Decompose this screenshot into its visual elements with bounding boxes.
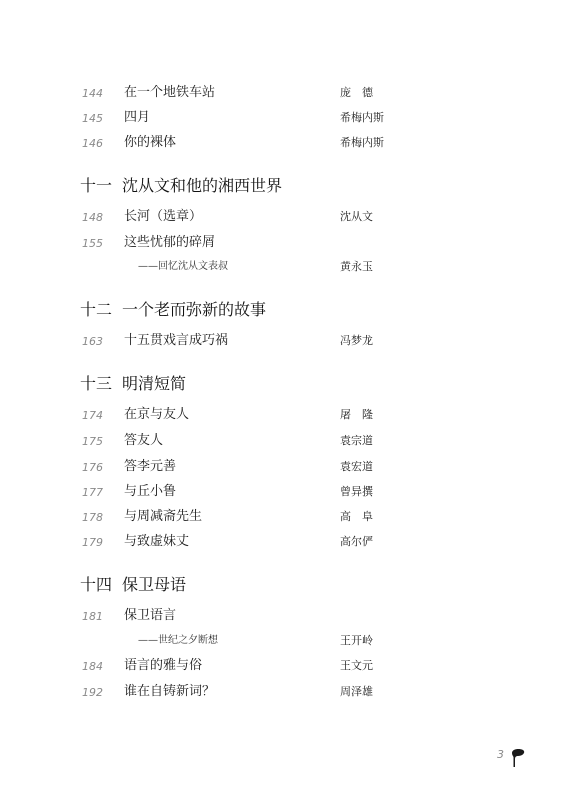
entry-title: 你的裸体: [124, 135, 177, 150]
toc-entry: [0, 482, 578, 506]
page-ref: 148: [82, 211, 103, 224]
entry-author: 沈从文: [340, 210, 373, 223]
section-heading: [0, 298, 578, 324]
toc-entry: [0, 108, 578, 132]
entry-title: 这些忧郁的碎屑: [124, 235, 216, 250]
section-number: 十二: [80, 300, 113, 319]
entry-title: 十五贯戏言成巧祸: [124, 333, 229, 348]
entry-title: 语言的雅与俗: [124, 658, 203, 673]
entry-title: 答友人: [124, 433, 164, 448]
entry-author: 高 阜: [340, 510, 373, 523]
section-title: 保卫母语: [122, 575, 187, 594]
toc-entry: [0, 682, 578, 706]
toc-entry: [0, 606, 578, 630]
page-ref: 155: [82, 237, 103, 250]
entry-author: 周泽雄: [340, 685, 373, 698]
section-heading: [0, 372, 578, 398]
brush-mark-icon: [510, 747, 526, 769]
toc-entry: [0, 405, 578, 429]
entry-title: 在京与友人: [124, 407, 190, 422]
entry-title: 与周减斋先生: [124, 509, 203, 524]
entry-author: 袁宏道: [340, 460, 373, 473]
page-ref: 176: [82, 461, 103, 474]
page-ref: 178: [82, 511, 103, 524]
toc-entry: [0, 431, 578, 455]
section-title: 一个老而弥新的故事: [122, 300, 267, 319]
section-title: 沈从文和他的湘西世界: [122, 176, 283, 195]
page-ref: 177: [82, 486, 103, 499]
page-ref: 192: [82, 686, 103, 699]
entry-subtitle: ——回忆沈从文表叔: [138, 261, 228, 272]
toc-entry: [0, 656, 578, 680]
entry-author: 黄永玉: [340, 260, 373, 273]
page-ref: 146: [82, 137, 103, 150]
page-ref: 175: [82, 435, 103, 448]
toc-entry: [0, 233, 578, 257]
toc-subentry: [0, 257, 578, 281]
entry-author: 曾异撰: [340, 485, 373, 498]
entry-author: 屠 隆: [340, 408, 373, 421]
section-heading: [0, 174, 578, 200]
page-ref: 163: [82, 335, 103, 348]
toc-entry: [0, 457, 578, 481]
page-ref: 184: [82, 660, 103, 673]
section-number: 十三: [80, 374, 113, 393]
entry-title: 与致虚妹丈: [124, 534, 190, 549]
toc-entry: [0, 532, 578, 556]
entry-title: 谁在自铸新词？: [124, 684, 216, 699]
toc-subentry: [0, 631, 578, 655]
entry-author: 冯梦龙: [340, 334, 373, 347]
entry-author: 希梅内斯: [340, 111, 384, 124]
entry-title: 长河（选章）: [124, 209, 203, 224]
entry-title: 保卫语言: [124, 608, 177, 623]
entry-author: 袁宗道: [340, 434, 373, 447]
entry-title: 在一个地铁车站: [124, 85, 216, 100]
page-number: 3: [497, 748, 504, 761]
entry-author: 王文元: [340, 659, 373, 672]
entry-author: 希梅内斯: [340, 136, 384, 149]
entry-subtitle: ——世纪之夕断想: [138, 635, 218, 646]
entry-author: 王开岭: [340, 634, 373, 647]
toc-entry: [0, 207, 578, 231]
page-ref: 144: [82, 87, 103, 100]
toc-entry: [0, 331, 578, 355]
page-ref: 174: [82, 409, 103, 422]
toc-entry: [0, 133, 578, 157]
section-number: 十四: [80, 575, 113, 594]
entry-title: 四月: [124, 110, 151, 125]
section-heading: [0, 573, 578, 599]
page-ref: 145: [82, 112, 103, 125]
toc-entry: [0, 507, 578, 531]
toc-entry: [0, 83, 578, 107]
page-ref: 179: [82, 536, 103, 549]
page-ref: 181: [82, 610, 103, 623]
entry-author: 高尔俨: [340, 535, 373, 548]
entry-title: 答李元善: [124, 459, 177, 474]
section-title: 明清短简: [122, 374, 187, 393]
section-number: 十一: [80, 176, 113, 195]
entry-title: 与丘小鲁: [124, 484, 177, 499]
entry-author: 庞 德: [340, 86, 373, 99]
